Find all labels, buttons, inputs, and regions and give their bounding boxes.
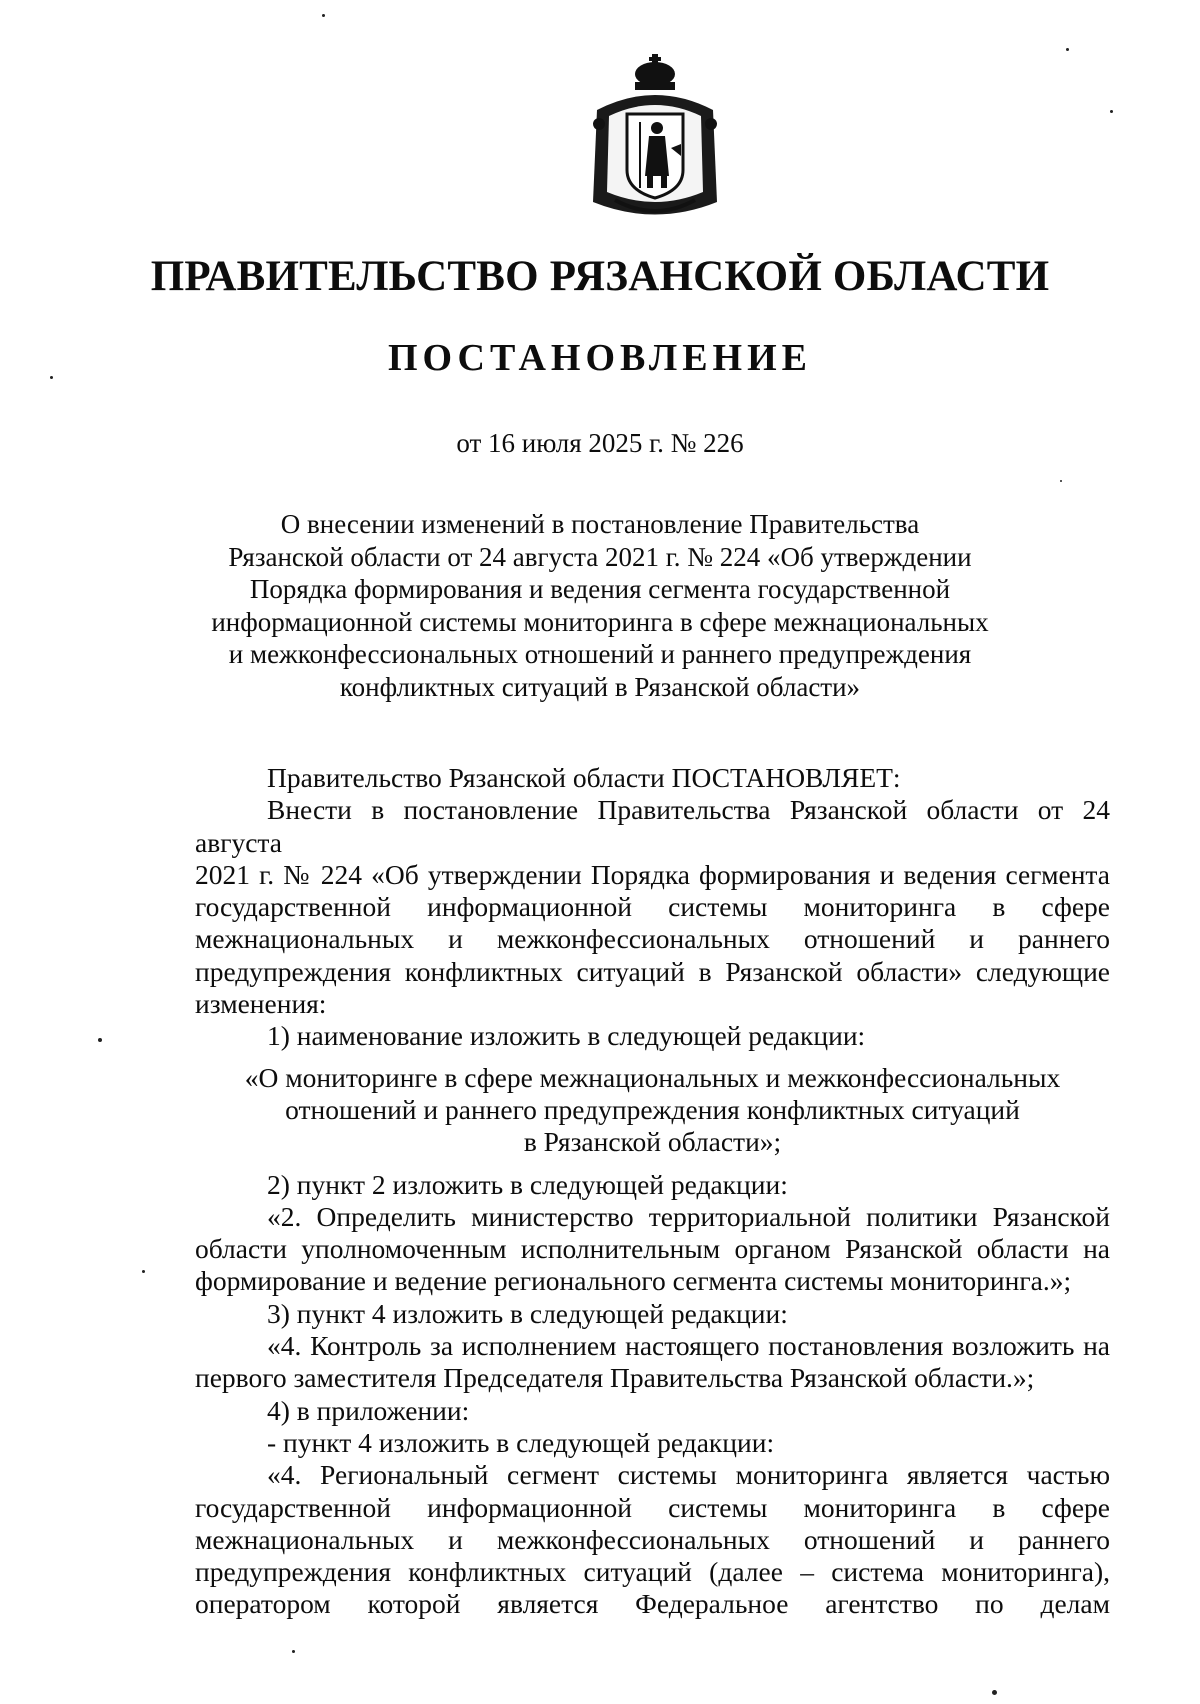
item-3-line: «4. Контроль за исполнением настоящего постановления возложить на <box>267 1330 1110 1362</box>
organization-title: ПРАВИТЕЛЬСТВО РЯЗАНСКОЙ ОБЛАСТИ <box>150 253 1050 300</box>
scan-speck <box>50 376 53 379</box>
item-2: 2) пункт 2 изложить в следующей редакции: <box>267 1168 788 1200</box>
scan-speck <box>98 1038 102 1042</box>
item-4-sub: - пункт 4 изложить в следующей редакции: <box>267 1426 775 1458</box>
subject-line: Порядка формирования и ведения сегмента государственной <box>249 574 951 604</box>
subject-line: конфликтных ситуаций в Рязанской области» <box>339 671 861 702</box>
item-4-line: оператором которой является Федеральное агентство по делам <box>195 1588 1110 1620</box>
document-type: ПОСТАНОВЛЕНИЕ <box>387 337 813 379</box>
intro-line: Внести в постановление Правительства Рязанской области от 24 августа <box>195 794 1110 858</box>
item-1: 1) наименование изложить в следующей редакции: <box>267 1020 866 1052</box>
item-4-line: государственной информационной системы мониторинга в сфере <box>195 1491 1110 1523</box>
scan-speck <box>1110 110 1113 113</box>
subject-line: О внесении изменений в постановление Правительства <box>280 509 920 539</box>
item-4-line: межнациональных и межконфессиональных отношений и раннего <box>195 1523 1110 1555</box>
scan-speck <box>1066 48 1069 51</box>
item-4-line: предупреждения конфликтных ситуаций (далее – система мониторинга), <box>195 1556 1110 1588</box>
intro-line: предупреждения конфликтных ситуаций в Рязанской области» следующие <box>195 955 1110 987</box>
subject-line: и межконфессиональных отношений и раннего предупреждения <box>228 639 972 669</box>
document-body <box>195 762 1110 1621</box>
scan-speck <box>1060 480 1062 482</box>
document-subject <box>180 508 1020 703</box>
item-3-line: первого заместителя Председателя Правительства Рязанской области.»; <box>195 1362 1035 1394</box>
item-2-line: формирование и ведение регионального сегмента системы мониторинга.»; <box>195 1265 1072 1297</box>
intro-line: межнациональных и межконфессиональных отношений и раннего <box>195 923 1110 955</box>
scan-speck <box>992 1690 997 1695</box>
quote-line: отношений и раннего предупреждения конфликтных ситуаций <box>285 1093 1020 1125</box>
scan-speck <box>292 1650 295 1653</box>
intro-line: 2021 г. № 224 «Об утверждении Порядка формирования и ведения сегмента <box>195 858 1110 890</box>
scan-speck <box>142 1270 145 1273</box>
resolves-statement: Правительство Рязанской области ПОСТАНОВЛЯЕТ: <box>267 762 901 793</box>
quote-line: в Рязанской области»; <box>523 1126 782 1158</box>
quote-line: «О мониторинге в сфере межнациональных и межконфессиональных <box>244 1061 1061 1093</box>
item-4: 4) в приложении: <box>267 1394 470 1426</box>
document-date-number: от 16 июля 2025 г. № 226 <box>456 428 744 458</box>
intro-line: государственной информационной системы мониторинга в сфере <box>195 891 1110 923</box>
item-4-line: «4. Региональный сегмент системы мониторинга является частью <box>267 1459 1110 1491</box>
ryazan-coat-of-arms-icon <box>585 52 725 232</box>
item-2-line: области уполномоченным исполнительным органом Рязанской области на <box>195 1233 1110 1265</box>
subject-line: информационной системы мониторинга в сфере межнациональных <box>211 606 989 637</box>
subject-line: Рязанской области от 24 августа 2021 г. № 224 «Об утверждении <box>228 541 972 572</box>
item-3: 3) пункт 4 изложить в следующей редакции: <box>267 1297 788 1329</box>
item-2-line: «2. Определить министерство территориальной политики Рязанской <box>267 1200 1110 1232</box>
item-1-quote <box>195 1062 1110 1159</box>
intro-line: изменения: <box>195 988 327 1020</box>
scan-speck <box>322 14 325 17</box>
